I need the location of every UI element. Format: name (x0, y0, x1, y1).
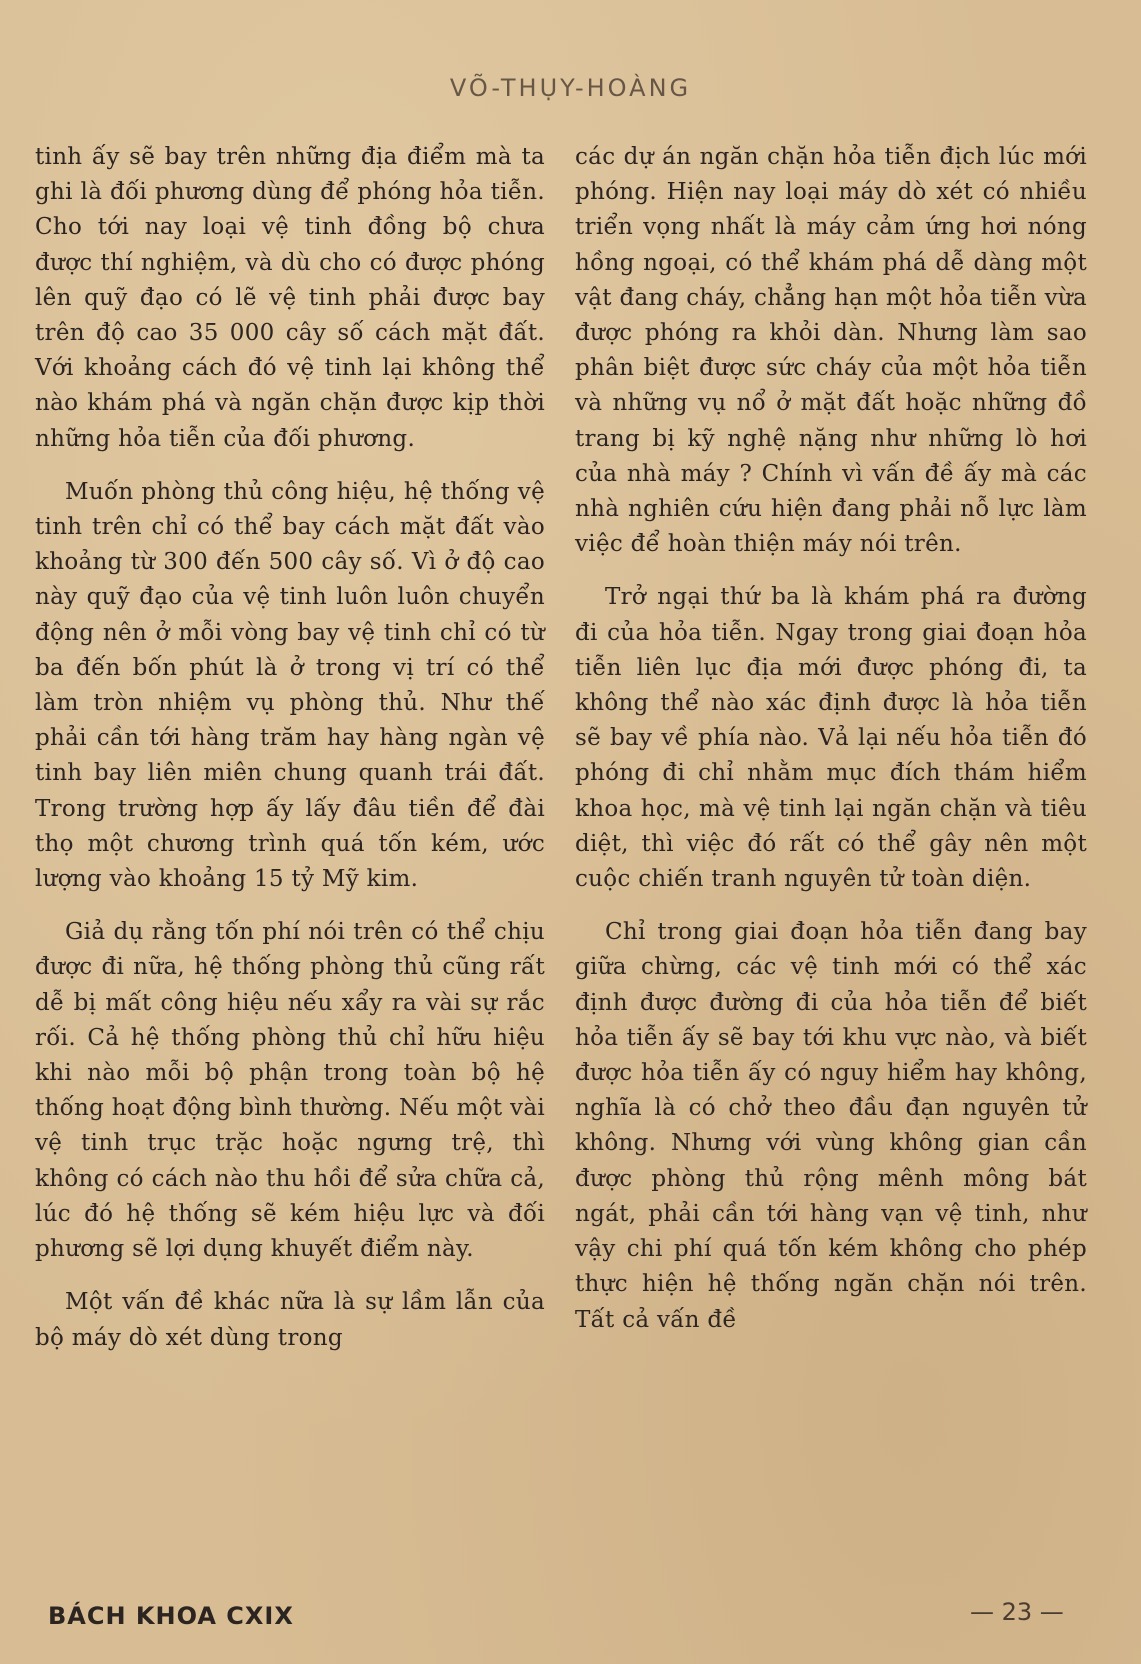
paragraph: Muốn phòng thủ công hiệu, hệ thống vệ tinh trên chỉ có thể bay cách mặt đất vào khoảng từ 300 đến 500 cây số. Vì ở độ cao này quỹ đạo của vệ tinh luôn luôn chuyển động nên ở mỗi vòng bay vệ tinh chỉ có từ ba đến bốn phút là ở trong vị trí có thể làm tròn nhiệm vụ phòng thủ. Như thế phải cần tới hàng trăm hay hàng ngàn vệ tinh bay liên miên chung quanh trái đất. Trong trường hợp ấy lấy đâu tiền để đài thọ một chương trình quá tốn kém, ước lượng vào khoảng 15 tỷ Mỹ kim. (35, 478, 545, 893)
right-column (575, 140, 1087, 1338)
publication-footer: BÁCH KHOA CXIX (48, 1602, 294, 1630)
paragraph: các dự án ngăn chặn hỏa tiễn địch lúc mới phóng. Hiện nay loại máy dò xét có nhiều triển vọng nhất là máy cảm ứng hơi nóng hồng ngoại, có thể khám phá dễ dàng một vật đang cháy, chẳng hạn một hỏa tiễn vừa được phóng ra khỏi dàn. Nhưng làm sao phân biệt được sức cháy của một hỏa tiễn và những vụ nổ ở mặt đất hoặc những đồ trang bị kỹ nghệ nặng như những lò hơi của nhà máy ? Chính vì vấn đề ấy mà các nhà nghiên cứu hiện đang phải nỗ lực làm việc để hoàn thiện máy nói trên. (575, 144, 1087, 558)
paragraph: Trở ngại thứ ba là khám phá ra đường đi của hỏa tiễn. Ngay trong giai đoạn hỏa tiễn liên lục địa mới được phóng đi, ta không thể nào xác định được là hỏa tiễn sẽ bay về phía nào. Vả lại nếu hỏa tiễn đó phóng đi chỉ nhằm mục đích thám hiểm khoa học, mà vệ tinh lại ngăn chặn và tiêu diệt, thì việc đó rất có thể gây nên một cuộc chiến tranh nguyên tử toàn diện. (575, 584, 1087, 893)
running-head: VÕ-THỤY-HOÀNG (449, 74, 692, 102)
left-column (35, 140, 545, 1356)
paragraph: Chỉ trong giai đoạn hỏa tiễn đang bay giữa chừng, các vệ tinh mới có thể xác định được đường đi của hỏa tiễn để biết hỏa tiễn ấy sẽ bay tới khu vực nào, và biết được hỏa tiễn ấy có nguy hiểm hay không, nghĩa là có chở theo đầu đạn nguyên tử không. Nhưng với vùng không gian cần được phòng thủ rộng mênh mông bát ngát, phải cần tới hàng vạn vệ tinh, như vậy chi phí quá tốn kém không cho phép thực hiện hệ thống ngăn chặn nói trên. Tất cả vấn đề (575, 919, 1087, 1333)
page-number: — 23 — (970, 1598, 1064, 1626)
paragraph: tinh ấy sẽ bay trên những địa điểm mà ta ghi là đối phương dùng để phóng hỏa tiễn. Cho tới nay loại vệ tinh đồng bộ chưa được thí nghiệm, và dù cho có được phóng lên quỹ đạo có lẽ vệ tinh phải được bay trên độ cao 35 000 cây số cách mặt đất. Với khoảng cách đó vệ tinh lại không thể nào khám phá và ngăn chặn được kịp thời những hỏa tiễn của đối phương. (35, 144, 545, 452)
paragraph: Giả dụ rằng tốn phí nói trên có thể chịu được đi nữa, hệ thống phòng thủ cũng rất dễ bị mất công hiệu nếu xẩy ra vài sự rắc rối. Cả hệ thống phòng thủ chỉ hữu hiệu khi nào mỗi bộ phận trong toàn bộ hệ thống hoạt động bình thường. Nếu một vài vệ tinh trục trặc hoặc ngưng trệ, thì không có cách nào thu hồi để sửa chữa cả, lúc đó hệ thống sẽ kém hiệu lực và đối phương sẽ lợi dụng khuyết điểm này. (35, 919, 545, 1263)
paragraph: Một vấn đề khác nữa là sự lầm lẫn của bộ máy dò xét dùng trong (35, 1289, 545, 1351)
